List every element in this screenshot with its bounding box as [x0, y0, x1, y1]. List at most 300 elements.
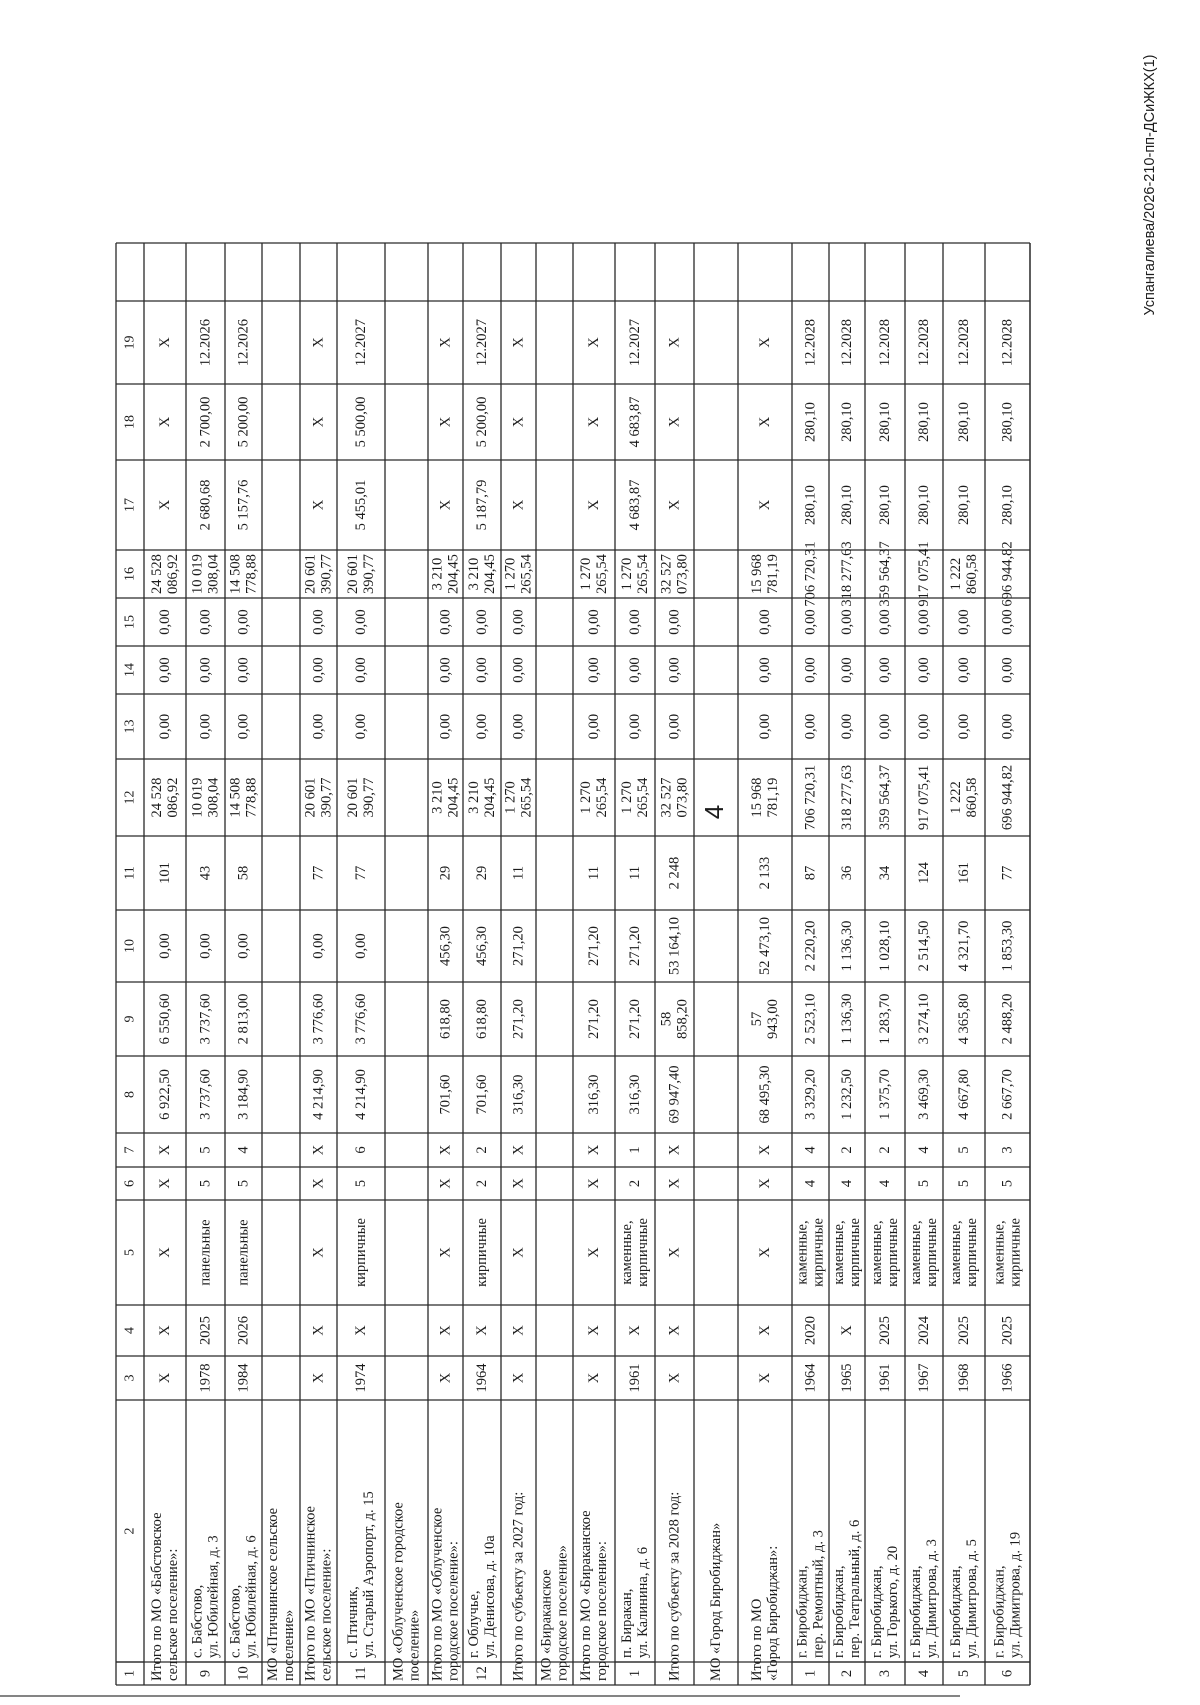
cell-c16-line: 204,45	[482, 554, 498, 594]
cell-c5-line: X	[586, 1247, 602, 1258]
cell-c5-line: кирпичные	[810, 1218, 827, 1287]
cell-c13	[1000, 714, 1016, 739]
cell-c13	[839, 714, 855, 739]
cell-c3	[511, 1372, 527, 1383]
cell-c14-line: 0,00	[916, 657, 932, 683]
cell-c7	[353, 1146, 369, 1153]
total-title	[667, 1492, 683, 1681]
cell-c19-line: 12.2027	[627, 318, 643, 367]
cell-c8-line: 3 329,20	[802, 1069, 819, 1120]
cell-c16	[430, 554, 462, 594]
cell-c19	[877, 319, 893, 366]
cell-c5	[353, 1218, 369, 1287]
cell-c6-line: 5	[999, 1179, 1016, 1188]
cell-c11-line: 87	[802, 865, 819, 881]
cell-c15-line: 0,00	[235, 609, 252, 635]
cell-c9	[511, 999, 527, 1039]
cell-c14	[586, 657, 602, 682]
header-cell: 11	[122, 866, 138, 880]
cell-c19	[956, 319, 972, 366]
cell-c18-line: 280,10	[916, 402, 932, 442]
cell-c12-line: 3 210	[429, 781, 446, 814]
cell-c10	[474, 926, 490, 966]
cell-c4	[438, 1325, 454, 1336]
cell-c8-line: 3 469,30	[916, 1069, 932, 1120]
cell-c17-line: X	[310, 499, 327, 511]
row-number-line: 1	[627, 1669, 643, 1678]
cell-c4-line: 2026	[235, 1316, 252, 1345]
cell-c7-line: X	[666, 1144, 683, 1156]
cell-c5-line: кирпичные	[474, 1218, 490, 1287]
cell-c19	[157, 337, 173, 348]
cell-c5	[311, 1247, 327, 1258]
cell-c10-line: 271,20	[627, 926, 643, 966]
cell-c12	[345, 778, 377, 818]
cell-c15-line: 0,00	[877, 609, 893, 635]
cell-c6-line: X	[666, 1178, 683, 1189]
cell-c13	[627, 714, 643, 739]
name-line: ул. Димитрова, д. 5	[964, 1539, 980, 1658]
cell-c7-line: X	[437, 1144, 454, 1156]
cell-c10-line: 1 028,10	[877, 920, 893, 972]
cell-c5	[667, 1247, 683, 1258]
cell-c19	[916, 319, 932, 366]
cell-c18	[956, 402, 972, 442]
name-line: Итого по МО «Облученское	[429, 1507, 446, 1681]
name-line: ул. Димитрова, д. 3	[924, 1539, 940, 1658]
cell-c8-line: 316,30	[586, 1074, 602, 1115]
cell-c15	[667, 609, 683, 634]
cell-c3-line: 1978	[197, 1363, 214, 1393]
cell-c16	[303, 554, 335, 594]
cell-c12	[619, 777, 651, 818]
cell-c13-line: 0,00	[197, 713, 214, 740]
cell-c3-line: 1961	[877, 1363, 893, 1393]
cell-c14	[839, 657, 855, 682]
cell-c4-line: 2025	[999, 1316, 1016, 1345]
cell-c7-line: 4	[802, 1146, 819, 1154]
cell-c12-line: 390,77	[318, 777, 335, 818]
cell-c16-line: 20 601	[302, 554, 319, 594]
cell-c17-line: 280,10	[839, 485, 855, 525]
cell-c14	[667, 657, 683, 682]
cell-c8	[956, 1069, 972, 1120]
cell-c3	[236, 1363, 252, 1393]
cell-c13	[956, 714, 972, 739]
cell-c15	[627, 609, 643, 634]
cell-c8	[311, 1069, 327, 1120]
cell-c17	[839, 485, 855, 525]
cell-c9-line: 3 274,10	[916, 993, 932, 1045]
name-line: г. Биробиджан,	[831, 1565, 847, 1658]
cell-c15	[956, 609, 972, 634]
cell-c9-line: 858,20	[674, 999, 691, 1039]
cell-c4-line: 2020	[802, 1316, 819, 1345]
cell-c12-line: 204,45	[482, 777, 498, 818]
cell-c6-line: 5	[197, 1179, 214, 1188]
cell-c11-line: 124	[916, 862, 932, 884]
cell-c5-line: кирпичные	[635, 1218, 651, 1287]
cell-c9-line: 3 776,60	[310, 993, 327, 1045]
cell-c15	[586, 609, 602, 634]
name-line: г. Биробиджан,	[794, 1565, 811, 1658]
cell-c6	[586, 1178, 602, 1189]
cell-c6	[157, 1178, 173, 1189]
cell-c18	[916, 402, 932, 442]
cell-c17	[956, 485, 972, 525]
cell-c8-line: 4 214,90	[353, 1069, 369, 1120]
cell-c4	[474, 1325, 490, 1336]
cell-c17-line: X	[157, 499, 173, 511]
cell-c6-line: 5	[353, 1179, 369, 1188]
cell-c10	[236, 933, 252, 958]
cell-c4-line: X	[353, 1325, 369, 1336]
cell-c7-line: X	[586, 1144, 602, 1156]
cell-c10	[627, 926, 643, 966]
cell-c6	[956, 1180, 972, 1187]
cell-c7	[757, 1144, 773, 1155]
cell-c11	[236, 866, 252, 881]
cell-c4	[667, 1325, 683, 1336]
cell-c18	[236, 397, 252, 448]
name-line: Итого по МО «Птичнинское	[302, 1506, 319, 1681]
cell-c9-line: 3 776,60	[353, 993, 369, 1045]
cell-c5-line: X	[757, 1247, 773, 1258]
header-cell: 19	[122, 335, 138, 350]
cell-c13-line: 0,00	[839, 713, 855, 740]
cell-c8-line: 3 737,60	[197, 1069, 214, 1120]
cell-c11-line: 43	[197, 865, 214, 881]
cell-c10-line: 0,00	[157, 933, 173, 959]
cell-c3-line: 1974	[353, 1363, 369, 1393]
cell-c6	[627, 1180, 643, 1187]
cell-c16	[619, 553, 651, 594]
cell-c5-line: каменные,	[991, 1220, 1008, 1285]
cell-c7-line: 4	[235, 1146, 252, 1154]
name-line: поселение»	[406, 1609, 423, 1681]
name-line: ул. Димитрова, д. 19	[1007, 1531, 1024, 1658]
cell-c7-line: X	[510, 1144, 527, 1156]
cell-c9-line: 57	[749, 1011, 765, 1027]
cell-c4	[757, 1325, 773, 1336]
cell-c4-line: X	[757, 1325, 773, 1336]
cell-c12-line: 265,54	[518, 777, 535, 818]
cell-c14-line: 0,00	[757, 657, 773, 683]
cell-c15-line: 0,00	[802, 609, 819, 635]
cell-c19-line: X	[586, 337, 602, 348]
header-cell: 1	[122, 1670, 138, 1677]
cell-c11	[956, 862, 972, 884]
cell-c18	[667, 416, 683, 427]
cell-c13-line: 0,00	[956, 713, 972, 740]
cell-c12-line: 20 601	[302, 777, 319, 818]
cell-c6	[438, 1178, 454, 1189]
cell-c5	[474, 1218, 490, 1287]
cell-c7-line: 3	[999, 1146, 1016, 1154]
name-line: Итого по субъекту за 2027 год:	[510, 1491, 527, 1681]
cell-c18-line: 5 500,00	[353, 396, 369, 448]
cell-c11	[474, 866, 490, 881]
cell-c17-line: 5 157,76	[235, 479, 252, 531]
cell-c10-line: 4 321,70	[956, 920, 972, 972]
cell-c3-line: X	[666, 1372, 683, 1384]
cell-c16-line: 10 019	[189, 554, 206, 594]
name-line: ул. Горького, д. 20	[885, 1545, 901, 1658]
name-line: г. Биробиджан,	[991, 1565, 1008, 1658]
cell-c6-line: 4	[877, 1179, 893, 1188]
cell-c9	[586, 999, 602, 1039]
name-line: Итого по МО «Бираканское	[578, 1510, 594, 1681]
cell-c3	[157, 1372, 173, 1383]
row-number	[474, 1666, 490, 1681]
cell-c16	[345, 554, 377, 594]
cell-c8-line: 2 667,70	[999, 1069, 1016, 1120]
name-line: ул. Старый Аэропорт, д. 15	[361, 1491, 377, 1658]
cell-c18	[157, 416, 173, 427]
cell-c17-line: 280,10	[956, 485, 972, 525]
name-line: городское поселение»	[554, 1545, 571, 1681]
cell-c14-line: 0,00	[627, 657, 643, 683]
cell-c4	[157, 1325, 173, 1336]
cell-c15-line: 0,00	[474, 609, 490, 635]
cell-c7	[627, 1146, 643, 1153]
cell-c8	[667, 1066, 683, 1124]
name-line: сельское поселение»:	[318, 1548, 335, 1681]
cell-c18	[586, 416, 602, 427]
cell-c16-line: 860,58	[964, 554, 980, 594]
cell-c18-line: X	[310, 416, 327, 428]
header-cell: 16	[122, 567, 138, 581]
name-line: городское поселение»:	[445, 1541, 462, 1681]
cell-c4-line: X	[510, 1325, 527, 1336]
cell-c10	[839, 921, 855, 972]
cell-c19	[198, 319, 214, 366]
cell-c13	[311, 714, 327, 739]
cell-c9	[1000, 994, 1016, 1045]
cell-c11	[511, 866, 527, 880]
cell-c16-line: 073,80	[674, 554, 691, 594]
cell-c17-line: X	[586, 499, 602, 511]
cell-c16-line: 3 210	[466, 557, 482, 591]
cell-c3	[667, 1372, 683, 1383]
cell-c19	[586, 337, 602, 348]
row-number-line: 3	[877, 1669, 893, 1678]
name-line: МО «Город Биробиджан»	[708, 1522, 724, 1681]
cell-c8	[157, 1069, 173, 1120]
cell-c11-line: 2 248	[666, 856, 683, 890]
cell-c3-line: 1964	[802, 1363, 819, 1393]
cell-c9	[627, 999, 643, 1039]
cell-c17-line: 2 680,68	[197, 479, 214, 531]
cell-c14-line: 0,00	[510, 657, 527, 683]
row-number	[803, 1670, 819, 1677]
header-cell: 6	[122, 1180, 138, 1187]
cell-c4-line: X	[437, 1325, 454, 1336]
document-id: Успангалиева/2026-210-пп-ДСиЖКХ(1)	[1142, 54, 1158, 316]
cell-c8	[916, 1069, 932, 1120]
row-number-line: 9	[197, 1669, 214, 1678]
cell-c3-line: 1967	[916, 1363, 932, 1393]
cell-c12-line: 390,77	[361, 777, 377, 818]
cell-c5	[236, 1219, 252, 1285]
cell-c16	[749, 554, 781, 594]
cell-c6	[916, 1180, 932, 1187]
cell-c18-line: 280,10	[956, 402, 972, 442]
cell-c19-line: 12.2028	[839, 318, 855, 367]
cell-c8-line: 68 495,30	[757, 1065, 773, 1124]
cell-c8-line: 701,60	[474, 1074, 490, 1115]
cell-c10-line: 0,00	[353, 933, 369, 959]
name-line: г. Облучье,	[466, 1590, 482, 1658]
cell-c16-line: 359 564,37	[877, 541, 893, 607]
cell-c15-line: 0,00	[437, 609, 454, 635]
cell-c10	[198, 933, 214, 958]
cell-c14	[627, 657, 643, 682]
cell-c15	[1000, 609, 1016, 634]
cell-c9	[353, 994, 369, 1045]
cell-c16-line: 917 075,41	[916, 541, 932, 607]
cell-c12	[466, 778, 498, 818]
cell-c15-line: 0,00	[839, 609, 855, 635]
cell-c10-line: 53 164,10	[666, 917, 683, 975]
cell-c12-line: 204,45	[445, 777, 462, 818]
cell-c11	[353, 866, 369, 881]
cell-c11-line: 34	[877, 865, 893, 881]
cell-c6-line: X	[157, 1178, 173, 1189]
cell-c4	[511, 1325, 527, 1336]
cell-c4-line: 2025	[956, 1316, 972, 1345]
cell-c14	[157, 657, 173, 682]
cell-c12-line: 14 508	[227, 777, 244, 818]
cell-c3-line: X	[437, 1372, 454, 1384]
cell-c11-line: 29	[437, 865, 454, 881]
cell-c18	[627, 397, 643, 448]
cell-c13-line: 0,00	[666, 713, 683, 740]
cell-c6	[236, 1180, 252, 1187]
cell-c11-line: 161	[956, 862, 972, 884]
cell-c15-line: 0,00	[310, 609, 327, 635]
cell-c4	[839, 1325, 855, 1336]
cell-c17	[757, 499, 773, 510]
cell-c13-line: 0,00	[627, 713, 643, 740]
cell-c7	[198, 1146, 214, 1153]
cell-c8-line: 316,30	[627, 1074, 643, 1115]
cell-c12	[803, 765, 819, 830]
cell-c15	[803, 609, 819, 634]
cell-c5-line: кирпичные	[924, 1218, 940, 1287]
cell-c7	[839, 1146, 855, 1153]
cell-c3-line: X	[310, 1372, 327, 1384]
cell-c9	[956, 994, 972, 1045]
cell-c3-line: 1968	[956, 1363, 972, 1393]
cell-c11	[311, 866, 327, 881]
cell-c9-line: 618,80	[437, 999, 454, 1039]
cell-c10-line: 456,30	[474, 926, 490, 966]
cell-c11	[586, 866, 602, 880]
cell-c5	[198, 1219, 214, 1285]
cell-c6	[667, 1178, 683, 1189]
cell-c16-line: 265,54	[594, 554, 610, 594]
cell-c19-line: X	[437, 337, 454, 348]
cell-c5-line: X	[437, 1247, 454, 1258]
cell-c8-line: 1 375,70	[877, 1069, 893, 1120]
cell-c3	[311, 1372, 327, 1383]
cell-c15	[916, 609, 932, 634]
cell-c14	[353, 657, 369, 682]
cell-c6-line: 5	[956, 1179, 972, 1188]
cell-c15-line: 0,00	[956, 609, 972, 635]
cell-c5-line: панельные	[235, 1219, 252, 1286]
cell-c19	[667, 337, 683, 348]
cell-c11	[198, 866, 214, 881]
cell-c8-line: 6 922,50	[157, 1069, 173, 1120]
cell-c3	[627, 1364, 643, 1393]
cell-c18-line: 2 700,00	[197, 396, 214, 448]
cell-c18	[353, 397, 369, 448]
cell-c15-line: 0,00	[916, 609, 932, 635]
cell-c4	[916, 1315, 932, 1345]
cell-c16-line: 781,19	[765, 554, 781, 594]
cell-c18-line: 280,10	[839, 402, 855, 442]
cell-c15	[757, 609, 773, 634]
cell-c18-line: 280,10	[999, 402, 1016, 442]
cell-c9-line: 271,20	[510, 999, 527, 1039]
cell-c14	[956, 657, 972, 682]
cell-c9	[198, 994, 214, 1045]
header-cell: 14	[122, 663, 138, 677]
cell-c5-line: кирпичные	[1007, 1218, 1024, 1287]
cell-c16	[503, 553, 535, 594]
name-line: поселение»	[281, 1609, 297, 1681]
cell-c13-line: 0,00	[474, 713, 490, 740]
cell-c3	[1000, 1364, 1016, 1393]
cell-c7	[474, 1146, 490, 1153]
cell-c3	[839, 1364, 855, 1393]
cell-c10-line: 0,00	[235, 933, 252, 959]
cell-c16-line: 3 210	[429, 557, 446, 591]
cell-c5-line: кирпичные	[964, 1218, 980, 1287]
cell-c6-line: 2	[474, 1179, 490, 1188]
cell-c13-line: 0,00	[353, 713, 369, 740]
name-line: городское поселение»:	[594, 1541, 610, 1681]
cell-c16	[948, 554, 980, 594]
cell-c4-line: X	[839, 1325, 855, 1336]
cell-c5	[869, 1218, 901, 1287]
cell-c13-line: 0,00	[877, 713, 893, 740]
cell-c12-line: 778,88	[243, 777, 260, 818]
cell-c18-line: X	[437, 416, 454, 428]
cell-c17-line: 4 683,87	[627, 479, 643, 531]
cell-c19-line: X	[510, 337, 527, 348]
cell-c10-line: 0,00	[310, 933, 327, 959]
cell-c10	[511, 926, 527, 966]
header-cell: 3	[122, 1374, 138, 1382]
cell-c3-line: 1964	[474, 1363, 490, 1393]
cell-c3-line: X	[510, 1372, 527, 1384]
cell-c13	[757, 714, 773, 739]
cell-c6-line: X	[757, 1178, 773, 1189]
cell-c17-line: 5 187,79	[474, 479, 490, 531]
cell-c10	[916, 921, 932, 972]
cell-c13	[353, 714, 369, 739]
cell-c10	[757, 917, 773, 975]
cell-c5	[586, 1247, 602, 1258]
cell-c16	[803, 541, 819, 606]
page-number: 4	[699, 804, 729, 820]
cell-c13	[157, 714, 173, 739]
cell-c7-line: 5	[956, 1146, 972, 1154]
cell-c19	[839, 319, 855, 366]
